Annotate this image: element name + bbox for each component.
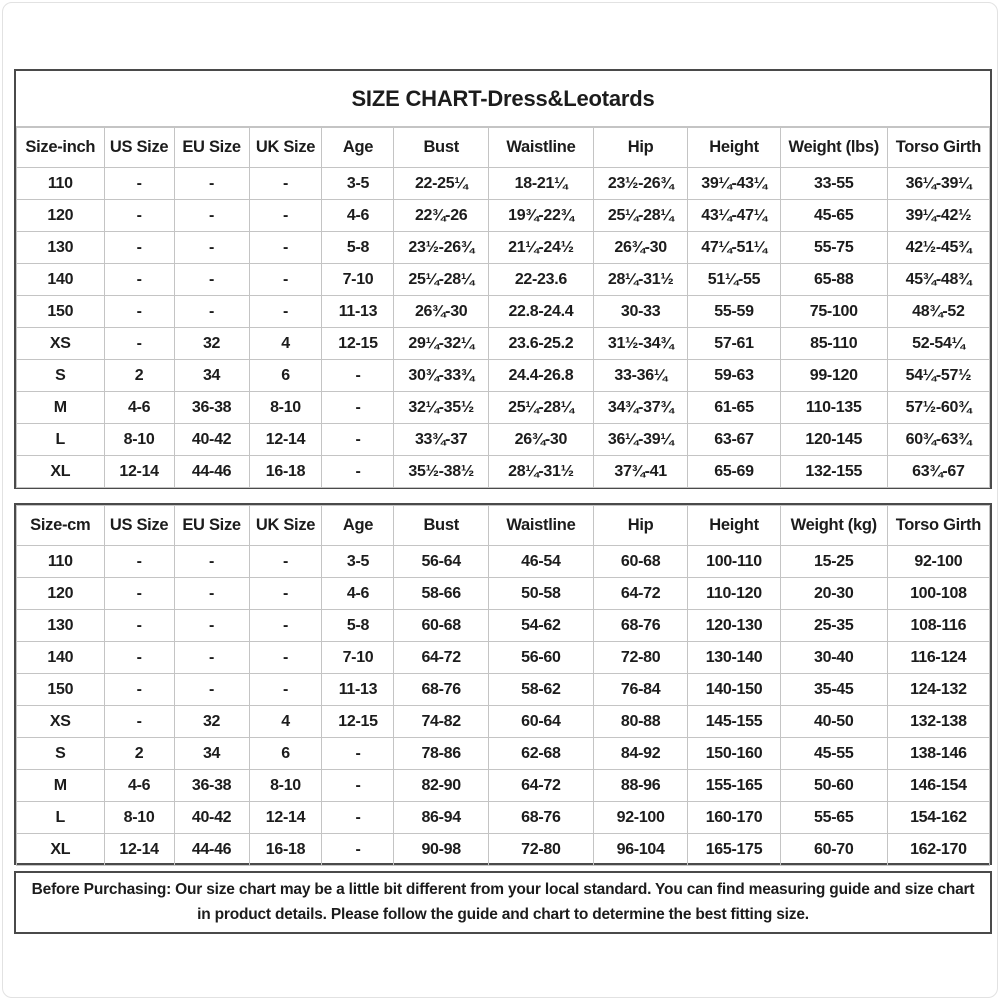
cell-130-us-size: - [104,232,174,264]
column-header-uk-size: UK Size [249,506,322,546]
cell-130-torso-girth: 42½-45¾ [887,232,989,264]
cell-110-height: 100-110 [688,546,780,578]
cell-110-weight-kg: 15-25 [780,546,887,578]
cell-130-hip: 26¾-30 [593,232,687,264]
size-row-110 [17,546,990,578]
cell-140-torso-girth: 45¾-48¾ [887,264,989,296]
cell-xs-hip: 80-88 [593,706,687,738]
cell-l-eu-size: 40-42 [174,424,249,456]
cell-120-waistline: 50-58 [488,578,593,610]
cell-xl-hip: 96-104 [593,834,687,866]
cell-120-bust: 58-66 [394,578,488,610]
cell-140-eu-size: - [174,642,249,674]
cell-150-height: 140-150 [688,674,780,706]
cell-150-weight-kg: 35-45 [780,674,887,706]
cell-xs-weight-lbs: 85-110 [780,328,887,360]
cell-m-torso-girth: 146-154 [887,770,989,802]
cell-l-hip: 36¼-39¼ [593,424,687,456]
size-row-l [17,424,990,456]
cell-110-weight-lbs: 33-55 [780,168,887,200]
cell-xs-waistline: 23.6-25.2 [488,328,593,360]
cell-150-age: 11-13 [322,674,394,706]
cell-l-uk-size: 12-14 [249,424,322,456]
column-header-weight-kg: Weight (kg) [780,506,887,546]
cell-120-us-size: - [104,200,174,232]
cell-s-us-size: 2 [104,360,174,392]
cell-140-waistline: 56-60 [488,642,593,674]
cell-xs-us-size: - [104,328,174,360]
cell-l-uk-size: 12-14 [249,802,322,834]
column-header-eu-size: EU Size [174,128,249,168]
cell-110-size-inch: 110 [17,168,105,200]
cell-xl-torso-girth: 63¾-67 [887,456,989,488]
cell-130-hip: 68-76 [593,610,687,642]
cell-m-weight-kg: 50-60 [780,770,887,802]
cell-m-height: 61-65 [688,392,780,424]
cell-120-size-cm: 120 [17,578,105,610]
size-row-s [17,738,990,770]
column-header-height: Height [688,128,780,168]
cell-xs-age: 12-15 [322,328,394,360]
cell-xl-waistline: 28¼-31½ [488,456,593,488]
purchase-note: Before Purchasing: Our size chart may be a little bit different from your local standard. You can find measuring guide and size chart in product details. Please follow the guide and chart to determine the best fitting size. [31,880,975,923]
size-row-130 [17,232,990,264]
cell-s-age: - [322,738,394,770]
cell-l-size-inch: L [17,424,105,456]
cell-130-height: 120-130 [688,610,780,642]
cell-140-size-cm: 140 [17,642,105,674]
cell-110-bust: 22-25¼ [394,168,488,200]
cell-110-uk-size: - [249,168,322,200]
cell-s-uk-size: 6 [249,738,322,770]
cell-120-torso-girth: 39¼-42½ [887,200,989,232]
cell-l-height: 63-67 [688,424,780,456]
cell-110-torso-girth: 92-100 [887,546,989,578]
cell-xl-bust: 35½-38½ [394,456,488,488]
cell-xl-weight-kg: 60-70 [780,834,887,866]
cell-l-bust: 33¾-37 [394,424,488,456]
cell-110-waistline: 18-21¼ [488,168,593,200]
cell-l-weight-kg: 55-65 [780,802,887,834]
cell-xs-eu-size: 32 [174,706,249,738]
cell-m-bust: 82-90 [394,770,488,802]
cell-130-size-inch: 130 [17,232,105,264]
cell-140-us-size: - [104,642,174,674]
cell-xl-hip: 37¾-41 [593,456,687,488]
cell-150-weight-lbs: 75-100 [780,296,887,328]
size-row-150 [17,674,990,706]
cell-120-us-size: - [104,578,174,610]
cell-m-eu-size: 36-38 [174,770,249,802]
cell-120-hip: 64-72 [593,578,687,610]
column-header-size-cm: Size-cm [17,506,105,546]
size-table-cm [16,505,990,866]
column-header-torso-girth: Torso Girth [887,128,989,168]
cell-120-torso-girth: 100-108 [887,578,989,610]
size-row-xs [17,706,990,738]
cell-l-torso-girth: 60¾-63¾ [887,424,989,456]
cell-m-bust: 32¼-35½ [394,392,488,424]
cell-150-size-cm: 150 [17,674,105,706]
size-table-inch [16,127,990,488]
cell-s-bust: 30¾-33¾ [394,360,488,392]
cell-140-age: 7-10 [322,264,394,296]
cell-150-hip: 30-33 [593,296,687,328]
cell-s-eu-size: 34 [174,738,249,770]
cell-150-waistline: 58-62 [488,674,593,706]
column-header-hip: Hip [593,506,687,546]
cell-l-age: - [322,424,394,456]
cell-l-us-size: 8-10 [104,424,174,456]
cell-m-waistline: 64-72 [488,770,593,802]
cell-xs-weight-kg: 40-50 [780,706,887,738]
cell-s-age: - [322,360,394,392]
cell-120-waistline: 19¾-22¾ [488,200,593,232]
cell-s-bust: 78-86 [394,738,488,770]
cell-140-uk-size: - [249,264,322,296]
cell-m-height: 155-165 [688,770,780,802]
size-row-s [17,360,990,392]
cell-130-age: 5-8 [322,232,394,264]
cell-130-bust: 60-68 [394,610,488,642]
cell-150-hip: 76-84 [593,674,687,706]
cell-120-weight-lbs: 45-65 [780,200,887,232]
cell-120-uk-size: - [249,200,322,232]
cell-150-height: 55-59 [688,296,780,328]
cell-110-waistline: 46-54 [488,546,593,578]
column-header-torso-girth: Torso Girth [887,506,989,546]
cell-xl-eu-size: 44-46 [174,834,249,866]
header-row-size-inch [17,128,990,168]
cell-xl-uk-size: 16-18 [249,456,322,488]
cell-xl-height: 65-69 [688,456,780,488]
cell-xs-height: 57-61 [688,328,780,360]
cell-130-age: 5-8 [322,610,394,642]
cell-m-uk-size: 8-10 [249,392,322,424]
cell-s-torso-girth: 54¼-57½ [887,360,989,392]
cell-xs-bust: 74-82 [394,706,488,738]
cell-xs-uk-size: 4 [249,706,322,738]
cell-140-bust: 25¼-28¼ [394,264,488,296]
cell-140-eu-size: - [174,264,249,296]
cell-xs-waistline: 60-64 [488,706,593,738]
cell-xl-us-size: 12-14 [104,456,174,488]
cell-150-eu-size: - [174,296,249,328]
cell-xs-size-inch: XS [17,328,105,360]
cell-l-waistline: 68-76 [488,802,593,834]
cell-130-weight-kg: 25-35 [780,610,887,642]
cell-120-eu-size: - [174,200,249,232]
cell-130-height: 47¼-51¼ [688,232,780,264]
cell-s-weight-lbs: 99-120 [780,360,887,392]
cell-110-bust: 56-64 [394,546,488,578]
size-row-xl [17,456,990,488]
cell-150-waistline: 22.8-24.4 [488,296,593,328]
cell-s-waistline: 24.4-26.8 [488,360,593,392]
cell-120-bust: 22¾-26 [394,200,488,232]
cell-xs-size-cm: XS [17,706,105,738]
column-header-height: Height [688,506,780,546]
cell-120-hip: 25¼-28¼ [593,200,687,232]
cm-size-chart-panel [14,503,992,865]
cell-l-torso-girth: 154-162 [887,802,989,834]
cell-150-size-inch: 150 [17,296,105,328]
cell-130-uk-size: - [249,610,322,642]
size-row-l [17,802,990,834]
size-row-130 [17,610,990,642]
cell-130-size-cm: 130 [17,610,105,642]
size-row-110 [17,168,990,200]
cell-150-eu-size: - [174,674,249,706]
cell-140-age: 7-10 [322,642,394,674]
cell-l-eu-size: 40-42 [174,802,249,834]
cell-xs-us-size: - [104,706,174,738]
header-row-size-cm [17,506,990,546]
cell-m-torso-girth: 57½-60¾ [887,392,989,424]
cell-130-weight-lbs: 55-75 [780,232,887,264]
cell-130-eu-size: - [174,610,249,642]
cell-150-uk-size: - [249,296,322,328]
cell-150-us-size: - [104,674,174,706]
cell-110-hip: 23½-26¾ [593,168,687,200]
cell-xl-height: 165-175 [688,834,780,866]
cell-120-height: 43¼-47¼ [688,200,780,232]
cell-120-size-inch: 120 [17,200,105,232]
cell-xl-age: - [322,834,394,866]
cell-l-height: 160-170 [688,802,780,834]
cell-110-uk-size: - [249,546,322,578]
cell-130-torso-girth: 108-116 [887,610,989,642]
page-sheet [2,2,998,998]
cell-140-torso-girth: 116-124 [887,642,989,674]
cell-m-waistline: 25¼-28¼ [488,392,593,424]
cell-m-eu-size: 36-38 [174,392,249,424]
cell-s-hip: 84-92 [593,738,687,770]
cell-110-hip: 60-68 [593,546,687,578]
cell-140-weight-lbs: 65-88 [780,264,887,296]
size-row-xl [17,834,990,866]
size-row-m [17,392,990,424]
cell-xl-age: - [322,456,394,488]
column-header-age: Age [322,128,394,168]
cell-130-bust: 23½-26¾ [394,232,488,264]
cell-110-eu-size: - [174,168,249,200]
cell-xs-torso-girth: 132-138 [887,706,989,738]
cell-120-height: 110-120 [688,578,780,610]
cell-m-us-size: 4-6 [104,770,174,802]
cell-m-age: - [322,770,394,802]
cell-xs-hip: 31½-34¾ [593,328,687,360]
cell-130-waistline: 21¼-24½ [488,232,593,264]
cell-140-weight-kg: 30-40 [780,642,887,674]
cell-110-us-size: - [104,546,174,578]
page-title: SIZE CHART-Dress&Leotards [16,71,990,127]
cell-m-size-cm: M [17,770,105,802]
cell-140-height: 130-140 [688,642,780,674]
cell-l-us-size: 8-10 [104,802,174,834]
column-header-us-size: US Size [104,506,174,546]
cell-s-size-cm: S [17,738,105,770]
cell-xs-uk-size: 4 [249,328,322,360]
size-row-140 [17,642,990,674]
cell-m-age: - [322,392,394,424]
cell-110-us-size: - [104,168,174,200]
cell-150-us-size: - [104,296,174,328]
column-header-waistline: Waistline [488,128,593,168]
cell-140-size-inch: 140 [17,264,105,296]
cell-l-weight-lbs: 120-145 [780,424,887,456]
cell-140-hip: 72-80 [593,642,687,674]
cell-m-size-inch: M [17,392,105,424]
cell-130-us-size: - [104,610,174,642]
cell-m-hip: 88-96 [593,770,687,802]
cell-140-uk-size: - [249,642,322,674]
cell-m-hip: 34¾-37¾ [593,392,687,424]
cell-s-height: 150-160 [688,738,780,770]
cell-150-uk-size: - [249,674,322,706]
cell-s-size-inch: S [17,360,105,392]
column-header-waistline: Waistline [488,506,593,546]
cell-xl-weight-lbs: 132-155 [780,456,887,488]
cell-l-hip: 92-100 [593,802,687,834]
cell-xl-torso-girth: 162-170 [887,834,989,866]
cell-xl-waistline: 72-80 [488,834,593,866]
cell-s-height: 59-63 [688,360,780,392]
cell-l-age: - [322,802,394,834]
size-row-120 [17,200,990,232]
column-header-uk-size: UK Size [249,128,322,168]
cell-150-bust: 26¾-30 [394,296,488,328]
cell-140-hip: 28¼-31½ [593,264,687,296]
cell-150-torso-girth: 48¾-52 [887,296,989,328]
cell-130-waistline: 54-62 [488,610,593,642]
purchase-note-panel [14,871,992,934]
size-row-140 [17,264,990,296]
cell-xl-eu-size: 44-46 [174,456,249,488]
cell-s-eu-size: 34 [174,360,249,392]
column-header-hip: Hip [593,128,687,168]
cell-130-eu-size: - [174,232,249,264]
cell-xs-eu-size: 32 [174,328,249,360]
size-row-xs [17,328,990,360]
cell-l-waistline: 26¾-30 [488,424,593,456]
cell-xs-height: 145-155 [688,706,780,738]
cell-140-us-size: - [104,264,174,296]
column-header-bust: Bust [394,506,488,546]
cell-s-us-size: 2 [104,738,174,770]
cell-s-waistline: 62-68 [488,738,593,770]
column-header-eu-size: EU Size [174,506,249,546]
cell-110-size-cm: 110 [17,546,105,578]
cell-150-torso-girth: 124-132 [887,674,989,706]
column-header-age: Age [322,506,394,546]
size-row-150 [17,296,990,328]
cell-xs-age: 12-15 [322,706,394,738]
size-row-m [17,770,990,802]
cell-s-hip: 33-36¼ [593,360,687,392]
cell-110-height: 39¼-43¼ [688,168,780,200]
cell-xl-us-size: 12-14 [104,834,174,866]
cell-s-torso-girth: 138-146 [887,738,989,770]
cell-110-age: 3-5 [322,168,394,200]
cell-120-age: 4-6 [322,200,394,232]
cell-m-uk-size: 8-10 [249,770,322,802]
cell-110-torso-girth: 36¼-39¼ [887,168,989,200]
cell-130-uk-size: - [249,232,322,264]
cell-150-bust: 68-76 [394,674,488,706]
cell-s-weight-kg: 45-55 [780,738,887,770]
cell-xs-bust: 29¼-32¼ [394,328,488,360]
column-header-size-inch: Size-inch [17,128,105,168]
cell-xl-bust: 90-98 [394,834,488,866]
cell-l-bust: 86-94 [394,802,488,834]
cell-110-eu-size: - [174,546,249,578]
cell-120-age: 4-6 [322,578,394,610]
cell-140-bust: 64-72 [394,642,488,674]
cell-s-uk-size: 6 [249,360,322,392]
column-header-bust: Bust [394,128,488,168]
inch-size-chart-panel [14,69,992,489]
cell-xl-size-inch: XL [17,456,105,488]
cell-120-weight-kg: 20-30 [780,578,887,610]
cell-150-age: 11-13 [322,296,394,328]
column-header-weight-lbs: Weight (lbs) [780,128,887,168]
column-header-us-size: US Size [104,128,174,168]
cell-m-us-size: 4-6 [104,392,174,424]
cell-m-weight-lbs: 110-135 [780,392,887,424]
cell-l-size-cm: L [17,802,105,834]
cell-120-eu-size: - [174,578,249,610]
cell-120-uk-size: - [249,578,322,610]
cell-xl-size-cm: XL [17,834,105,866]
cell-140-waistline: 22-23.6 [488,264,593,296]
cell-xl-uk-size: 16-18 [249,834,322,866]
cell-140-height: 51¼-55 [688,264,780,296]
size-row-120 [17,578,990,610]
cell-110-age: 3-5 [322,546,394,578]
cell-xs-torso-girth: 52-54¼ [887,328,989,360]
